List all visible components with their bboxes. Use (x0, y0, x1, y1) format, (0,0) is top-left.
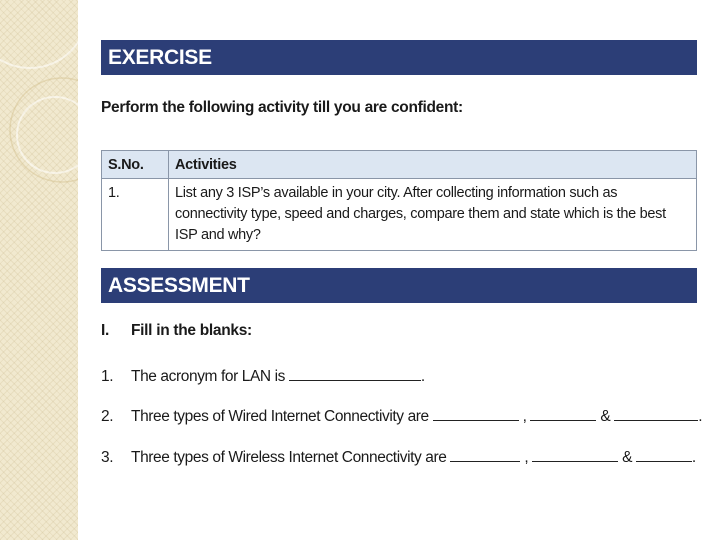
section-title: Fill in the blanks: (131, 322, 252, 339)
question-3 (101, 447, 696, 467)
decorative-circles (0, 0, 78, 540)
question-end: . (691, 449, 696, 466)
question-end: . (420, 368, 425, 385)
separator: , (518, 408, 531, 425)
question-2 (101, 406, 702, 426)
decorative-side-strip (0, 0, 78, 540)
table-header-row (102, 151, 697, 179)
answer-blank[interactable] (289, 366, 421, 381)
activities-table (101, 150, 697, 251)
row-activity: List any 3 ISP’s available in your city. After collecting information such as connectivity type, speed and charges, compare them and state which is the best ISP and why? (169, 179, 697, 251)
answer-blank[interactable] (433, 406, 519, 421)
question-end: . (698, 408, 703, 425)
answer-blank[interactable] (532, 447, 618, 462)
answer-blank[interactable] (636, 447, 692, 462)
fill-in-blanks-heading (101, 322, 252, 340)
column-header-sno: S.No. (102, 151, 169, 179)
exercise-heading: EXERCISE (101, 40, 697, 75)
assessment-heading: ASSESSMENT (101, 268, 697, 303)
question-number: 2. (101, 408, 114, 425)
answer-blank[interactable] (450, 447, 520, 462)
question-text: The acronym for LAN is (131, 368, 289, 385)
question-1 (101, 366, 425, 386)
question-number: 1. (101, 368, 114, 385)
question-text: Three types of Wired Internet Connectivity are (131, 408, 433, 425)
separator: , (520, 449, 533, 466)
separator: & (596, 408, 615, 425)
table-row (102, 179, 697, 251)
row-sno: 1. (102, 179, 169, 251)
question-text: Three types of Wireless Internet Connectivity are (131, 449, 451, 466)
question-number: 3. (101, 449, 114, 466)
exercise-instruction: Perform the following activity till you are confident: (101, 99, 463, 116)
separator: & (618, 449, 636, 466)
answer-blank[interactable] (530, 406, 596, 421)
column-header-activities: Activities (169, 151, 697, 179)
section-number: I. (101, 322, 110, 339)
answer-blank[interactable] (614, 406, 698, 421)
